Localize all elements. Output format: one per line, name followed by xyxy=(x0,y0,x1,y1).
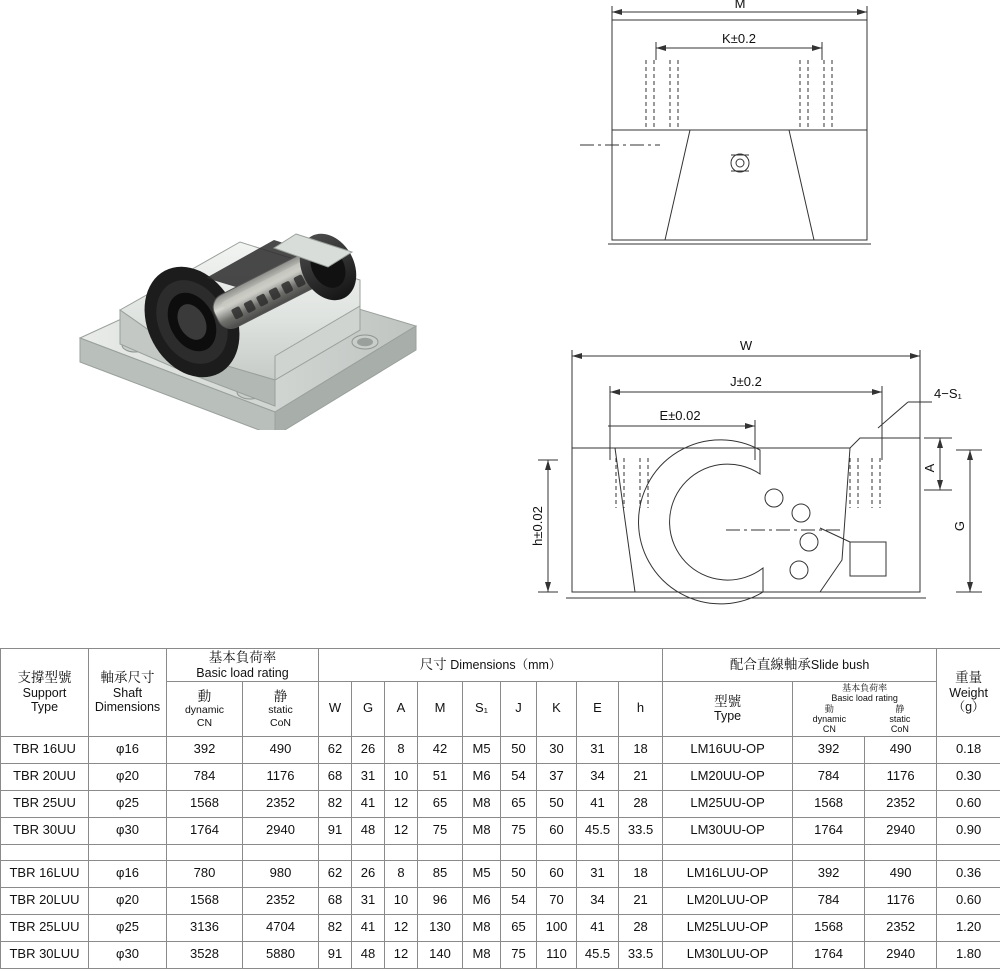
cell-J: 54 xyxy=(501,887,537,914)
th-G: G xyxy=(352,681,385,736)
cell-G: 48 xyxy=(352,941,385,968)
cell-dyn: 780 xyxy=(167,860,243,887)
spacer-cell xyxy=(243,844,319,860)
cell-support: TBR 30LUU xyxy=(1,941,89,968)
cell-K: 70 xyxy=(537,887,577,914)
th-bush-type-en: Type xyxy=(664,709,791,723)
cell-E: 45.5 xyxy=(577,817,619,844)
cell-S1: M8 xyxy=(463,817,501,844)
th-weight-unit: （g） xyxy=(938,700,999,714)
th-M: M xyxy=(418,681,463,736)
cell-W: 91 xyxy=(319,817,352,844)
cell-weight: 0.60 xyxy=(937,887,1000,914)
cell-A: 8 xyxy=(385,860,418,887)
th-J: J xyxy=(501,681,537,736)
cell-support: TBR 25LUU xyxy=(1,914,89,941)
th-weight-en: Weight xyxy=(938,686,999,700)
cell-A: 12 xyxy=(385,817,418,844)
cell-G: 26 xyxy=(352,736,385,763)
cell-S1: M5 xyxy=(463,860,501,887)
product-photo xyxy=(60,130,480,430)
spacer-cell xyxy=(418,844,463,860)
cell-E: 34 xyxy=(577,763,619,790)
th-support-type-cn: 支撐型號 xyxy=(2,670,87,686)
th-support-type-en: Support Type xyxy=(2,686,87,715)
cell-E: 34 xyxy=(577,887,619,914)
cell-J: 50 xyxy=(501,860,537,887)
label-K: K±0.2 xyxy=(722,31,756,46)
cell-bush: LM20LUU-OP xyxy=(663,887,793,914)
cell-J: 65 xyxy=(501,790,537,817)
th-bush-dyn-en: dynamic xyxy=(794,714,865,724)
th-h: h xyxy=(619,681,663,736)
cell-M: 140 xyxy=(418,941,463,968)
cell-shaft: φ16 xyxy=(89,860,167,887)
cell-K: 100 xyxy=(537,914,577,941)
drawing-end-view xyxy=(560,0,980,310)
spacer-cell xyxy=(619,844,663,860)
table-row xyxy=(1,941,1000,968)
cell-bush-dyn: 784 xyxy=(793,763,865,790)
cell-S1: M8 xyxy=(463,914,501,941)
cell-A: 12 xyxy=(385,914,418,941)
spacer-cell xyxy=(463,844,501,860)
cell-W: 62 xyxy=(319,736,352,763)
cell-M: 75 xyxy=(418,817,463,844)
cell-bush-stat: 1176 xyxy=(865,763,937,790)
cell-M: 85 xyxy=(418,860,463,887)
cell-shaft: φ20 xyxy=(89,763,167,790)
cell-bush-stat: 490 xyxy=(865,736,937,763)
th-bush-en: Slide bush xyxy=(811,658,869,672)
cell-stat: 2940 xyxy=(243,817,319,844)
th-static-en: static xyxy=(244,704,317,716)
cell-h: 33.5 xyxy=(619,941,663,968)
cell-W: 91 xyxy=(319,941,352,968)
spacer-cell xyxy=(663,844,793,860)
cell-bush-dyn: 1568 xyxy=(793,790,865,817)
th-bush-load xyxy=(793,681,937,736)
cell-bush: LM30LUU-OP xyxy=(663,941,793,968)
cell-stat: 2352 xyxy=(243,887,319,914)
th-bush-type-cn: 型號 xyxy=(664,694,791,710)
table-row xyxy=(1,817,1000,844)
cell-A: 12 xyxy=(385,790,418,817)
cell-K: 60 xyxy=(537,817,577,844)
cell-stat: 980 xyxy=(243,860,319,887)
spacer-cell xyxy=(385,844,418,860)
th-static-cn: 静 xyxy=(244,689,317,705)
th-bush-stat-cn: 静 xyxy=(865,704,936,714)
cell-stat: 2352 xyxy=(243,790,319,817)
cell-bush-stat: 2940 xyxy=(865,817,937,844)
cell-bush-dyn: 392 xyxy=(793,860,865,887)
th-shaft-dim xyxy=(89,649,167,737)
cell-bush: LM20UU-OP xyxy=(663,763,793,790)
th-dynamic-en: dynamic xyxy=(168,704,241,716)
cell-bush-dyn: 1764 xyxy=(793,941,865,968)
cell-W: 82 xyxy=(319,914,352,941)
cell-weight: 0.60 xyxy=(937,790,1000,817)
cell-support: TBR 25UU xyxy=(1,790,89,817)
th-static xyxy=(243,681,319,736)
cell-h: 18 xyxy=(619,736,663,763)
cell-A: 10 xyxy=(385,887,418,914)
th-support-type xyxy=(1,649,89,737)
table-row xyxy=(1,887,1000,914)
label-4S1: 4−S₁ xyxy=(934,386,962,401)
spacer-cell xyxy=(89,844,167,860)
cell-h: 18 xyxy=(619,860,663,887)
label-E: E±0.02 xyxy=(659,408,700,423)
cell-h: 21 xyxy=(619,887,663,914)
cell-S1: M6 xyxy=(463,887,501,914)
spacer-cell xyxy=(167,844,243,860)
th-bush-dyn-sym: CN xyxy=(794,724,865,734)
spacer-cell xyxy=(501,844,537,860)
cell-W: 62 xyxy=(319,860,352,887)
cell-shaft: φ30 xyxy=(89,817,167,844)
cell-K: 110 xyxy=(537,941,577,968)
cell-G: 48 xyxy=(352,817,385,844)
cell-support: TBR 16UU xyxy=(1,736,89,763)
th-static-sym: CoN xyxy=(244,717,317,729)
product-photo-svg xyxy=(60,130,480,430)
table-row xyxy=(1,860,1000,887)
spec-table xyxy=(0,648,1000,969)
cell-W: 68 xyxy=(319,763,352,790)
cell-weight: 0.90 xyxy=(937,817,1000,844)
th-dimensions xyxy=(319,649,663,682)
cell-support: TBR 20LUU xyxy=(1,887,89,914)
drawing-front-view xyxy=(520,330,990,630)
cell-dyn: 784 xyxy=(167,763,243,790)
cell-M: 130 xyxy=(418,914,463,941)
cell-dyn: 3136 xyxy=(167,914,243,941)
cell-bush-dyn: 1568 xyxy=(793,914,865,941)
cell-G: 41 xyxy=(352,790,385,817)
cell-support: TBR 20UU xyxy=(1,763,89,790)
th-weight-cn: 重量 xyxy=(938,670,999,686)
th-load-cn: 基本負荷率 xyxy=(168,650,317,666)
th-load-en: Basic load rating xyxy=(168,666,317,680)
th-load-rating xyxy=(167,649,319,682)
cell-stat: 1176 xyxy=(243,763,319,790)
cell-S1: M5 xyxy=(463,736,501,763)
label-h: h±0.02 xyxy=(530,506,545,546)
cell-W: 82 xyxy=(319,790,352,817)
cell-bush-dyn: 784 xyxy=(793,887,865,914)
cell-E: 41 xyxy=(577,914,619,941)
cell-G: 31 xyxy=(352,763,385,790)
cell-bush: LM16LUU-OP xyxy=(663,860,793,887)
spacer-cell xyxy=(577,844,619,860)
th-bush-load-cn: 基本負荷率 xyxy=(794,683,935,693)
cell-weight: 1.80 xyxy=(937,941,1000,968)
cell-K: 60 xyxy=(537,860,577,887)
cell-J: 54 xyxy=(501,763,537,790)
cell-shaft: φ30 xyxy=(89,941,167,968)
cell-bush: LM16UU-OP xyxy=(663,736,793,763)
th-S1: S₁ xyxy=(463,681,501,736)
cell-J: 75 xyxy=(501,817,537,844)
th-shaft-en: Shaft Dimensions xyxy=(90,686,165,715)
cell-M: 51 xyxy=(418,763,463,790)
cell-M: 65 xyxy=(418,790,463,817)
cell-J: 75 xyxy=(501,941,537,968)
cell-S1: M8 xyxy=(463,941,501,968)
cell-stat: 490 xyxy=(243,736,319,763)
th-bush-load-en: Basic load rating xyxy=(794,693,935,703)
cell-A: 12 xyxy=(385,941,418,968)
th-dims-en: Dimensions（mm） xyxy=(450,658,561,672)
label-W: W xyxy=(740,338,753,353)
cell-shaft: φ16 xyxy=(89,736,167,763)
th-A: A xyxy=(385,681,418,736)
cell-G: 31 xyxy=(352,887,385,914)
cell-E: 45.5 xyxy=(577,941,619,968)
label-A: A xyxy=(922,463,937,472)
cell-dyn: 392 xyxy=(167,736,243,763)
cell-E: 41 xyxy=(577,790,619,817)
cell-weight: 0.30 xyxy=(937,763,1000,790)
drawing-end-view-svg xyxy=(560,0,980,310)
spacer-cell xyxy=(352,844,385,860)
cell-bush-stat: 490 xyxy=(865,860,937,887)
cell-h: 21 xyxy=(619,763,663,790)
cell-shaft: φ20 xyxy=(89,887,167,914)
cell-weight: 0.36 xyxy=(937,860,1000,887)
cell-A: 8 xyxy=(385,736,418,763)
cell-weight: 1.20 xyxy=(937,914,1000,941)
cell-bush-stat: 2352 xyxy=(865,914,937,941)
cell-weight: 0.18 xyxy=(937,736,1000,763)
spacer-cell xyxy=(865,844,937,860)
cell-S1: M6 xyxy=(463,763,501,790)
table-spacer-row xyxy=(1,844,1000,860)
th-E: E xyxy=(577,681,619,736)
spacer-cell xyxy=(1,844,89,860)
cell-K: 50 xyxy=(537,790,577,817)
cell-dyn: 3528 xyxy=(167,941,243,968)
cell-A: 10 xyxy=(385,763,418,790)
cell-h: 28 xyxy=(619,790,663,817)
cell-bush: LM25LUU-OP xyxy=(663,914,793,941)
table-row xyxy=(1,790,1000,817)
cell-shaft: φ25 xyxy=(89,790,167,817)
cell-h: 28 xyxy=(619,914,663,941)
spacer-cell xyxy=(793,844,865,860)
th-bush-type xyxy=(663,681,793,736)
label-J: J±0.2 xyxy=(730,374,762,389)
cell-shaft: φ25 xyxy=(89,914,167,941)
th-bush-stat-en: static xyxy=(865,714,936,724)
cell-E: 31 xyxy=(577,860,619,887)
cell-W: 68 xyxy=(319,887,352,914)
spacer-cell xyxy=(937,844,1000,860)
spec-table-container xyxy=(0,648,1000,969)
th-bush-dyn-cn: 動 xyxy=(794,704,865,714)
cell-dyn: 1568 xyxy=(167,790,243,817)
cell-M: 96 xyxy=(418,887,463,914)
cell-bush-dyn: 392 xyxy=(793,736,865,763)
cell-J: 65 xyxy=(501,914,537,941)
th-weight xyxy=(937,649,1000,737)
cell-dyn: 1764 xyxy=(167,817,243,844)
th-bush-cn: 配合直線軸承 xyxy=(730,657,811,672)
cell-bush: LM25UU-OP xyxy=(663,790,793,817)
table-row xyxy=(1,763,1000,790)
cell-bush-stat: 2940 xyxy=(865,941,937,968)
th-shaft-cn: 軸承尺寸 xyxy=(90,670,165,686)
th-dynamic-cn: 動 xyxy=(168,689,241,705)
spacer-cell xyxy=(319,844,352,860)
cell-dyn: 1568 xyxy=(167,887,243,914)
th-W: W xyxy=(319,681,352,736)
cell-bush: LM30UU-OP xyxy=(663,817,793,844)
label-G: G xyxy=(952,521,967,531)
th-dynamic-sym: CN xyxy=(168,717,241,729)
table-header-row-1 xyxy=(1,649,1000,682)
th-slide-bush xyxy=(663,649,937,682)
table-row xyxy=(1,914,1000,941)
cell-S1: M8 xyxy=(463,790,501,817)
th-bush-stat-sym: CoN xyxy=(865,724,936,734)
th-dims-cn: 尺寸 xyxy=(420,657,447,672)
cell-support: TBR 30UU xyxy=(1,817,89,844)
cell-bush-dyn: 1764 xyxy=(793,817,865,844)
spec-table-body xyxy=(1,736,1000,968)
cell-support: TBR 16LUU xyxy=(1,860,89,887)
cell-stat: 4704 xyxy=(243,914,319,941)
cell-K: 30 xyxy=(537,736,577,763)
cell-G: 26 xyxy=(352,860,385,887)
drawing-front-view-svg xyxy=(520,330,990,630)
cell-stat: 5880 xyxy=(243,941,319,968)
cell-G: 41 xyxy=(352,914,385,941)
th-K: K xyxy=(537,681,577,736)
th-dynamic xyxy=(167,681,243,736)
spacer-cell xyxy=(537,844,577,860)
cell-M: 42 xyxy=(418,736,463,763)
cell-K: 37 xyxy=(537,763,577,790)
cell-bush-stat: 1176 xyxy=(865,887,937,914)
cell-bush-stat: 2352 xyxy=(865,790,937,817)
cell-J: 50 xyxy=(501,736,537,763)
label-M: M xyxy=(735,0,746,11)
cell-E: 31 xyxy=(577,736,619,763)
table-row xyxy=(1,736,1000,763)
cell-h: 33.5 xyxy=(619,817,663,844)
